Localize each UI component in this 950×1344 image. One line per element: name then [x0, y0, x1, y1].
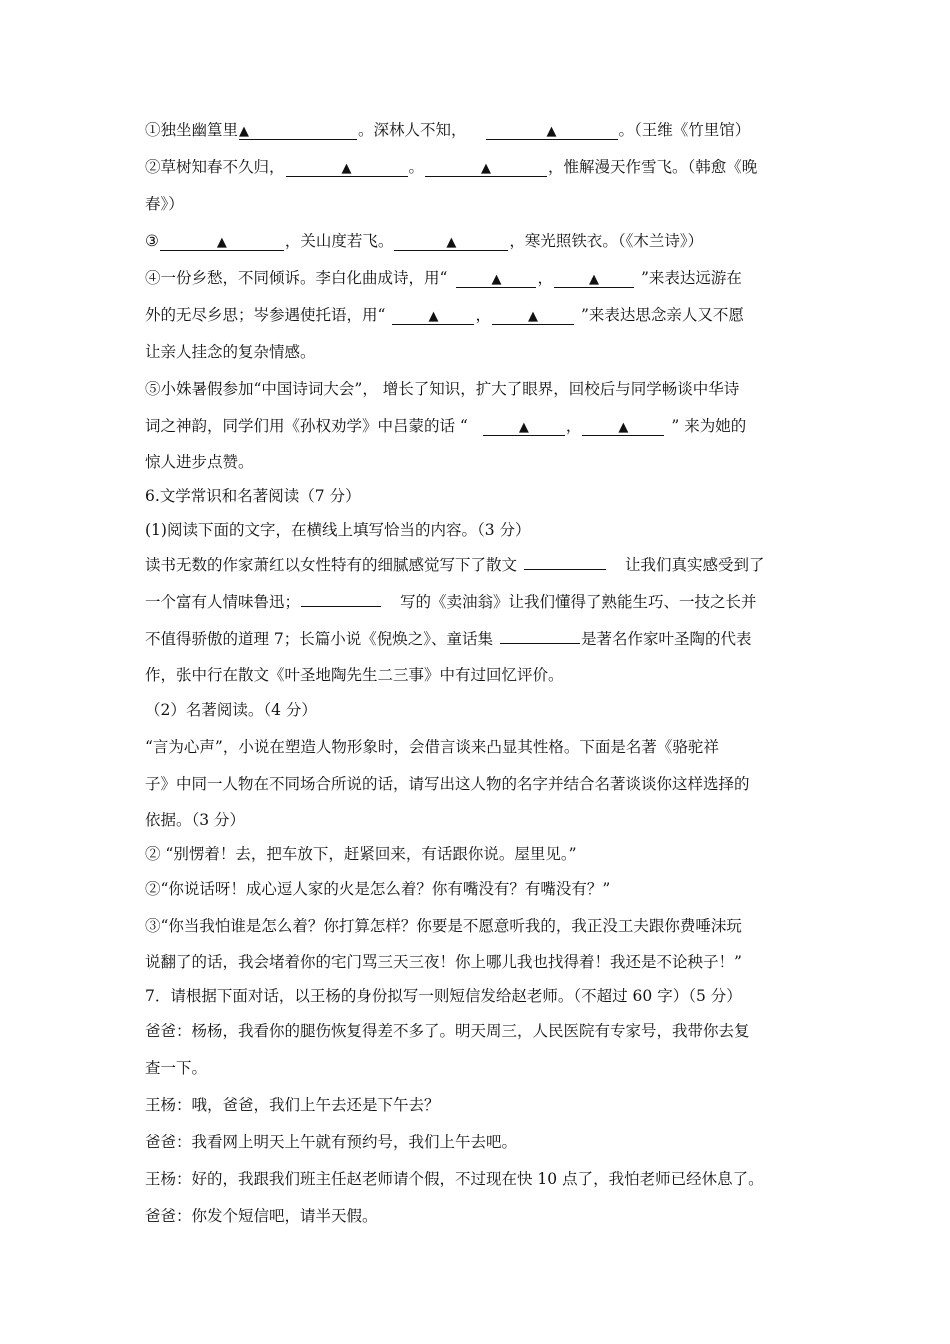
text: 外的无尽乡思；岑参遇使托语，用“: [145, 306, 386, 324]
poem-line-2b: [145, 186, 810, 223]
section-heading: 7．请根据下面对话，以王杨的身份拟写一则短信发给赵老师。（不超过 60 字）（5 分）: [145, 987, 742, 1005]
section6-part1-line4: [145, 658, 810, 692]
text: 作，张中行在散文《叶圣地陶先生二三事》中有过回忆评价。: [145, 666, 564, 684]
triangle-marker: ▲: [527, 309, 538, 324]
text: ④一份乡愁，不同倾诉。李白化曲成诗，用“: [145, 269, 448, 287]
text: ” 来为她的: [671, 417, 747, 435]
triangle-marker: ▲: [546, 124, 557, 139]
poem-line-5b: [145, 408, 810, 445]
text: ，: [537, 269, 553, 287]
text: 子》中同一人物在不同场合所说的话，请写出这人物的名字并结合名著谈谈你这样选择的: [145, 775, 750, 793]
text: ⑤小姝暑假参加“中国诗词大会”， 增长了知识，扩大了眼界，回校后与同学畅谈中华诗: [145, 380, 740, 398]
text: 爸爸：你发个短信吧，请半天假。: [145, 1207, 378, 1225]
text: 依据。（3 分）: [145, 811, 246, 829]
section6-part2-line1: [145, 729, 810, 766]
triangle-marker: ▲: [428, 309, 439, 324]
fill-blank[interactable]: [492, 306, 574, 325]
poem-line-3: [145, 223, 810, 260]
section6-part2-line3: [145, 803, 810, 837]
fill-blank[interactable]: [425, 158, 547, 177]
text: 王杨：哦，爸爸，我们上午去还是下午去？: [145, 1096, 440, 1114]
text: ②“你说话呀！成心逗人家的火是怎么着？你有嘴没有？有嘴没有？”: [145, 880, 611, 898]
poem-line-1: [145, 112, 810, 149]
text: 王杨：好的，我跟我们班主任赵老师请个假，不过现在快 10 点了，我怕老师已经休息了。: [145, 1170, 764, 1188]
fill-blank[interactable]: [524, 551, 606, 570]
fill-blank[interactable]: [286, 158, 408, 177]
text: 。深林人不知，: [358, 121, 467, 139]
text: 不值得骄傲的道理 7；长篇小说《倪焕之》、童话集: [145, 630, 494, 648]
section6-part2-title: [145, 692, 810, 729]
section6-part1-line3: [145, 621, 810, 658]
quote-2: [145, 871, 810, 908]
fill-blank[interactable]: [500, 625, 580, 644]
fill-blank[interactable]: [239, 121, 357, 140]
triangle-marker: ▲: [481, 161, 492, 176]
quote-1: [145, 837, 810, 871]
text: 。: [408, 158, 425, 176]
fill-blank[interactable]: [554, 269, 634, 288]
triangle-marker: ▲: [518, 420, 529, 435]
dialog-line-4: [145, 1161, 810, 1198]
triangle-marker: ▲: [618, 420, 629, 435]
text: ② “别愣着！去，把车放下，赶紧回来，有话跟你说。屋里见。”: [145, 845, 577, 863]
triangle-marker: ▲: [341, 161, 352, 176]
section7-title: [145, 979, 810, 1013]
fill-blank[interactable]: [483, 417, 565, 436]
section6-part1-line1: [145, 547, 810, 584]
text: 。（王维《竹里馆）: [618, 121, 751, 139]
poem-line-5c: [145, 445, 810, 479]
text: ，: [565, 417, 582, 435]
poem-line-4b: [145, 297, 810, 334]
text: 爸爸：杨杨，我看你的腿伤恢复得差不多了。明天周三，人民医院有专家号，我带你去复: [145, 1022, 750, 1040]
text: ”来表达远游在: [640, 269, 742, 287]
text: ，寒光照铁衣。（《木兰诗》）: [509, 232, 704, 250]
section6-title: [145, 479, 810, 513]
text: 惊人进步点赞。: [145, 453, 254, 471]
text: ①独坐幽篁里: [145, 121, 239, 139]
dialog-line-2: [145, 1087, 810, 1124]
quote-3: [145, 908, 810, 945]
text: “言为心声”，小说在塑造人物形象时，会借言谈来凸显其性格。下面是名著《骆驼祥: [145, 738, 719, 756]
text: 春》）: [145, 195, 184, 213]
section6-part1-line2: [145, 584, 810, 621]
text: ③“你当我怕谁是怎么着？你打算怎样？你要是不愿意听我的，我正没工夫跟你费唾沫玩: [145, 917, 742, 935]
text: 词之神韵，同学们用《孙权劝学》中吕蒙的话 “: [145, 417, 468, 435]
triangle-marker: ▲: [239, 124, 250, 139]
triangle-marker: ▲: [491, 272, 502, 287]
dialog-line-1b: [145, 1050, 810, 1087]
text: 爸爸：我看网上明天上午就有预约号，我们上午去吧。: [145, 1133, 518, 1151]
question-heading: （2）名著阅读。（4 分）: [145, 701, 317, 719]
triangle-marker: ▲: [216, 235, 227, 250]
text: 说翻了的话，我会堵着你的宅门骂三天三夜！你上哪儿我也找得着！我还是不论秧子！”: [145, 953, 742, 971]
fill-blank[interactable]: [486, 121, 618, 140]
text: 查一下。: [145, 1059, 208, 1077]
triangle-marker: ▲: [588, 272, 599, 287]
text: ，关山度若飞。: [284, 232, 394, 250]
poem-line-2: [145, 149, 810, 186]
text: ②草树知春不久归，: [145, 158, 285, 176]
text: ，惟解漫天作雪飞。（韩愈《晚: [548, 158, 758, 176]
triangle-marker: ▲: [446, 235, 457, 250]
fill-blank[interactable]: [456, 269, 536, 288]
text: ，: [475, 306, 491, 324]
text: 让亲人挂念的复杂情感。: [145, 343, 316, 361]
text: ③: [145, 232, 159, 250]
text: ”来表达思念亲人又不愿: [580, 306, 744, 324]
section6-part2-line2: [145, 766, 810, 803]
text: 是著名作家叶圣陶的代表: [581, 630, 752, 648]
text: 写的《卖油翁》让我们懂得了熟能生巧、一技之长并: [400, 593, 757, 611]
section-heading: 6.文学常识和名著阅读（7 分）: [145, 487, 361, 505]
dialog-line-3: [145, 1124, 810, 1161]
question-heading: (1)阅读下面的文字，在横线上填写恰当的内容。（3 分）: [145, 521, 531, 539]
dialog-line-5: [145, 1198, 810, 1235]
fill-blank[interactable]: [582, 417, 664, 436]
text: 读书无数的作家萧红以女性特有的细腻感觉写下了散文: [145, 556, 518, 574]
poem-line-4c: [145, 334, 810, 371]
fill-blank[interactable]: [394, 232, 508, 251]
section6-part1-title: [145, 513, 810, 547]
poem-line-4: [145, 260, 810, 297]
fill-blank[interactable]: [301, 588, 381, 607]
dialog-line-1: [145, 1013, 810, 1050]
document-page: [145, 112, 810, 1235]
text: 让我们真实感受到了: [625, 556, 765, 574]
fill-blank[interactable]: [160, 232, 284, 251]
poem-line-5: [145, 371, 810, 408]
quote-3b: [145, 945, 810, 979]
text: 一个富有人情味鲁迅；: [145, 593, 301, 611]
fill-blank[interactable]: [392, 306, 474, 325]
